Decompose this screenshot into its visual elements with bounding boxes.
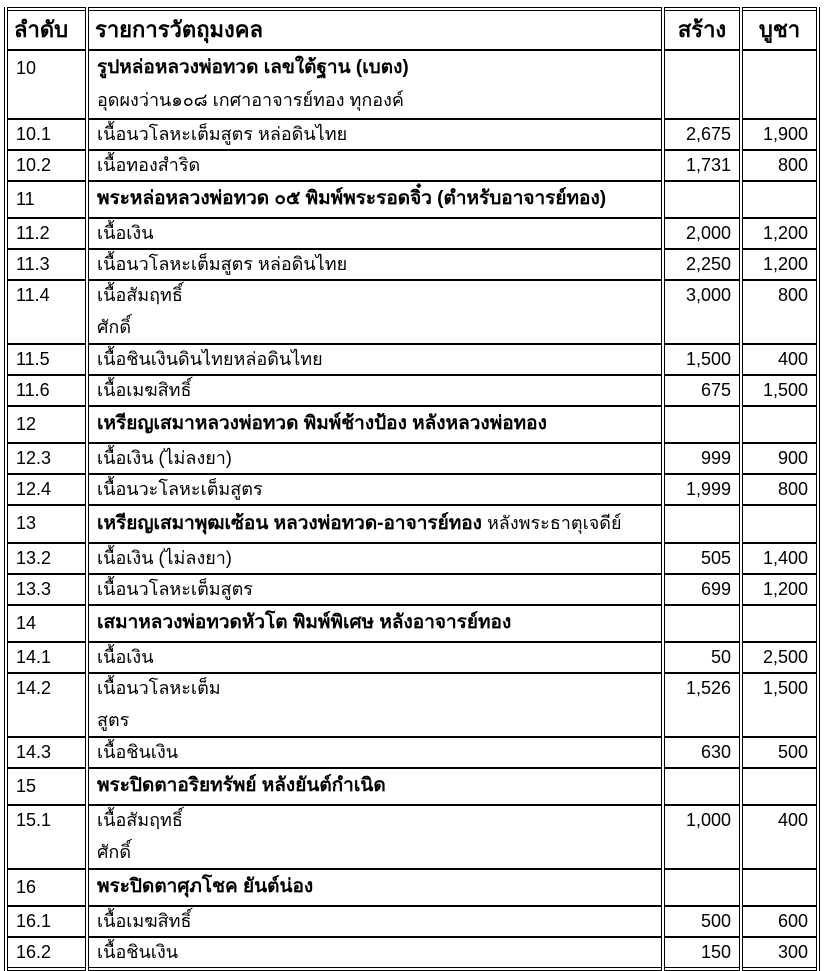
item-line2: อุดผงว่าน๑๐๘ เกศาอาจารย์ทอง ทุกองค์ [97, 90, 404, 110]
item-row [6, 906, 818, 937]
item-title-bold: เหรียญเสมาพุฒเซ้อน หลวงพ่อทวด-อาจารย์ทอง [97, 513, 482, 534]
item-cell [87, 505, 663, 543]
row-no-cell: 11.5 [6, 344, 87, 375]
made-cell: 699 [663, 574, 741, 605]
item-cell [87, 344, 663, 375]
made-cell: 2,000 [663, 218, 741, 249]
item-title-bold: พระปิดตาอริยทรัพย์ หลังยันต์กำเนิด [97, 775, 386, 796]
price-cell [741, 406, 818, 443]
price-cell: 800 [741, 280, 818, 344]
item-cell [87, 768, 663, 805]
header-cell-item: รายการวัตถุมงคล [87, 9, 663, 50]
row-no-cell: 13.2 [6, 543, 87, 574]
section-row [6, 406, 818, 443]
item-cell [87, 375, 663, 406]
row-no-cell: 12.3 [6, 443, 87, 474]
price-cell: 400 [741, 805, 818, 869]
item-title-bold: รูปหล่อหลวงพ่อทวด เลขใต้ฐาน (เบตง) [97, 57, 409, 78]
row-no-cell: 10 [6, 50, 87, 119]
item-line1: เนื้อเงิน (ไม่ลงยา) [97, 548, 232, 568]
price-cell: 2,500 [741, 642, 818, 673]
item-line1: เนื้อเงิน (ไม่ลงยา) [97, 448, 232, 468]
section-row [6, 181, 818, 218]
price-cell [741, 505, 818, 543]
made-cell: 3,000 [663, 280, 741, 344]
item-row [6, 805, 818, 869]
row-no-cell: 13 [6, 505, 87, 543]
row-no-cell: 14.1 [6, 642, 87, 673]
item-line2: สูตร [97, 710, 130, 730]
made-cell: 50 [663, 642, 741, 673]
item-cell [87, 249, 663, 280]
item-line1 [97, 611, 655, 635]
price-cell: 300 [741, 937, 818, 969]
made-cell: 505 [663, 543, 741, 574]
made-cell [663, 181, 741, 218]
item-cell [87, 474, 663, 505]
item-cell [87, 218, 663, 249]
row-no-cell: 11.6 [6, 375, 87, 406]
header-cell-made: สร้าง [663, 9, 741, 50]
section-row [6, 768, 818, 805]
item-line1: เนื้อเมฆสิทธิ์ [97, 380, 192, 400]
header-cell-no: ลำดับ [6, 9, 87, 50]
row-no-cell: 12 [6, 406, 87, 443]
row-no-cell: 10.1 [6, 119, 87, 150]
row-no-cell: 14 [6, 605, 87, 642]
item-row [6, 673, 818, 737]
row-no-cell: 14.3 [6, 737, 87, 768]
made-cell [663, 869, 741, 906]
row-no-cell: 16 [6, 869, 87, 906]
item-row [6, 474, 818, 505]
item-cell [87, 543, 663, 574]
item-line1: เนื้อนวโลหะเต็ม [97, 678, 221, 698]
item-row [6, 937, 818, 969]
item-line1: เนื้อชินเงิน [97, 942, 179, 962]
row-no-cell: 11.4 [6, 280, 87, 344]
made-cell: 1,000 [663, 805, 741, 869]
made-cell: 675 [663, 375, 741, 406]
made-cell [663, 768, 741, 805]
row-no-cell: 16.2 [6, 937, 87, 969]
section-row [6, 605, 818, 642]
item-cell [87, 50, 663, 119]
price-cell: 1,400 [741, 543, 818, 574]
item-line2: ศักดิ์ [97, 842, 132, 862]
made-cell [663, 605, 741, 642]
row-no-cell: 10.2 [6, 150, 87, 181]
price-cell: 1,200 [741, 574, 818, 605]
made-cell: 999 [663, 443, 741, 474]
row-no-cell: 13.3 [6, 574, 87, 605]
item-line1: เนื้อนวโลหะเต็มสูตร หล่อดินไทย [97, 254, 348, 274]
item-line1: เนื้อเงิน [97, 647, 154, 667]
amulet-price-table [4, 7, 820, 971]
item-cell [87, 574, 663, 605]
item-row [6, 119, 818, 150]
item-line1: เนื้อทองสำริด [97, 155, 201, 175]
price-cell: 800 [741, 150, 818, 181]
table-body [6, 50, 818, 969]
item-row [6, 280, 818, 344]
item-row [6, 443, 818, 474]
price-cell: 900 [741, 443, 818, 474]
price-cell: 400 [741, 344, 818, 375]
item-cell [87, 181, 663, 218]
item-line1 [97, 875, 655, 899]
row-no-cell: 14.2 [6, 673, 87, 737]
made-cell: 500 [663, 906, 741, 937]
item-line1 [97, 774, 655, 798]
item-cell [87, 406, 663, 443]
row-no-cell: 15 [6, 768, 87, 805]
item-row [6, 344, 818, 375]
price-cell [741, 181, 818, 218]
price-cell: 1,500 [741, 375, 818, 406]
item-line1: เนื้อนวโลหะเต็มสูตร หล่อดินไทย [97, 124, 348, 144]
price-cell [741, 50, 818, 119]
made-cell: 1,526 [663, 673, 741, 737]
item-cell [87, 906, 663, 937]
price-cell [741, 768, 818, 805]
row-no-cell: 11.2 [6, 218, 87, 249]
item-row [6, 737, 818, 768]
price-cell: 800 [741, 474, 818, 505]
item-row [6, 150, 818, 181]
price-cell: 600 [741, 906, 818, 937]
item-row [6, 375, 818, 406]
item-line1 [97, 412, 655, 436]
row-no-cell: 15.1 [6, 805, 87, 869]
section-row [6, 869, 818, 906]
item-line2: ศักดิ์ [97, 317, 132, 337]
item-title-bold: เสมาหลวงพ่อทวดหัวโต พิมพ์พิเศษ หลังอาจารย์ทอง [97, 612, 512, 633]
price-cell [741, 605, 818, 642]
item-cell [87, 119, 663, 150]
item-row [6, 642, 818, 673]
made-cell [663, 406, 741, 443]
item-cell [87, 605, 663, 642]
price-cell: 1,200 [741, 218, 818, 249]
row-no-cell: 12.4 [6, 474, 87, 505]
item-line1: เนื้อสัมฤทธิ์ [97, 810, 183, 830]
item-title-bold: พระหล่อหลวงพ่อทวด ๐๕ พิมพ์พระรอดจิ๋ว (ตำหรับอาจารย์ทอง) [97, 188, 607, 209]
item-line1 [97, 187, 655, 211]
made-cell: 1,999 [663, 474, 741, 505]
item-cell [87, 869, 663, 906]
made-cell: 2,675 [663, 119, 741, 150]
item-row [6, 218, 818, 249]
item-title-regular: หลังพระธาตุเจดีย์ [481, 513, 622, 533]
section-row [6, 505, 818, 543]
item-line1: เนื้อเมฆสิทธิ์ [97, 911, 192, 931]
made-cell: 150 [663, 937, 741, 969]
row-no-cell: 11 [6, 181, 87, 218]
price-cell: 500 [741, 737, 818, 768]
item-cell [87, 805, 663, 869]
item-cell [87, 937, 663, 969]
item-line1: เนื้อเงิน [97, 223, 154, 243]
item-cell [87, 642, 663, 673]
item-line1 [97, 511, 655, 536]
item-line1: เนื้อนวโลหะเต็มสูตร [97, 579, 253, 599]
made-cell: 1,731 [663, 150, 741, 181]
made-cell [663, 50, 741, 119]
item-cell [87, 673, 663, 737]
header-cell-price: บูชา [741, 9, 818, 50]
section-row [6, 50, 818, 119]
made-cell: 2,250 [663, 249, 741, 280]
made-cell: 630 [663, 737, 741, 768]
item-line1: เนื้อชินเงินดินไทยหล่อดินไทย [97, 349, 323, 369]
price-cell: 1,900 [741, 119, 818, 150]
price-cell: 1,200 [741, 249, 818, 280]
item-row [6, 543, 818, 574]
row-no-cell: 16.1 [6, 906, 87, 937]
item-cell [87, 150, 663, 181]
price-cell [741, 869, 818, 906]
item-cell [87, 280, 663, 344]
item-line1: เนื้อชินเงิน [97, 742, 179, 762]
made-cell [663, 505, 741, 543]
row-no-cell: 11.3 [6, 249, 87, 280]
header-row [6, 9, 818, 50]
price-cell: 1,500 [741, 673, 818, 737]
item-cell [87, 443, 663, 474]
made-cell: 1,500 [663, 344, 741, 375]
item-row [6, 574, 818, 605]
item-row [6, 249, 818, 280]
item-line1: เนื้อนวะโลหะเต็มสูตร [97, 479, 263, 499]
item-cell [87, 737, 663, 768]
item-title-bold: พระปิดตาศุภโชค ยันต์น่อง [97, 876, 314, 897]
item-line1 [97, 56, 655, 80]
item-title-bold: เหรียญเสมาหลวงพ่อทวด พิมพ์ช้างป้อง หลังหลวงพ่อทอง [97, 413, 547, 434]
item-line1: เนื้อสัมฤทธิ์ [97, 285, 183, 305]
